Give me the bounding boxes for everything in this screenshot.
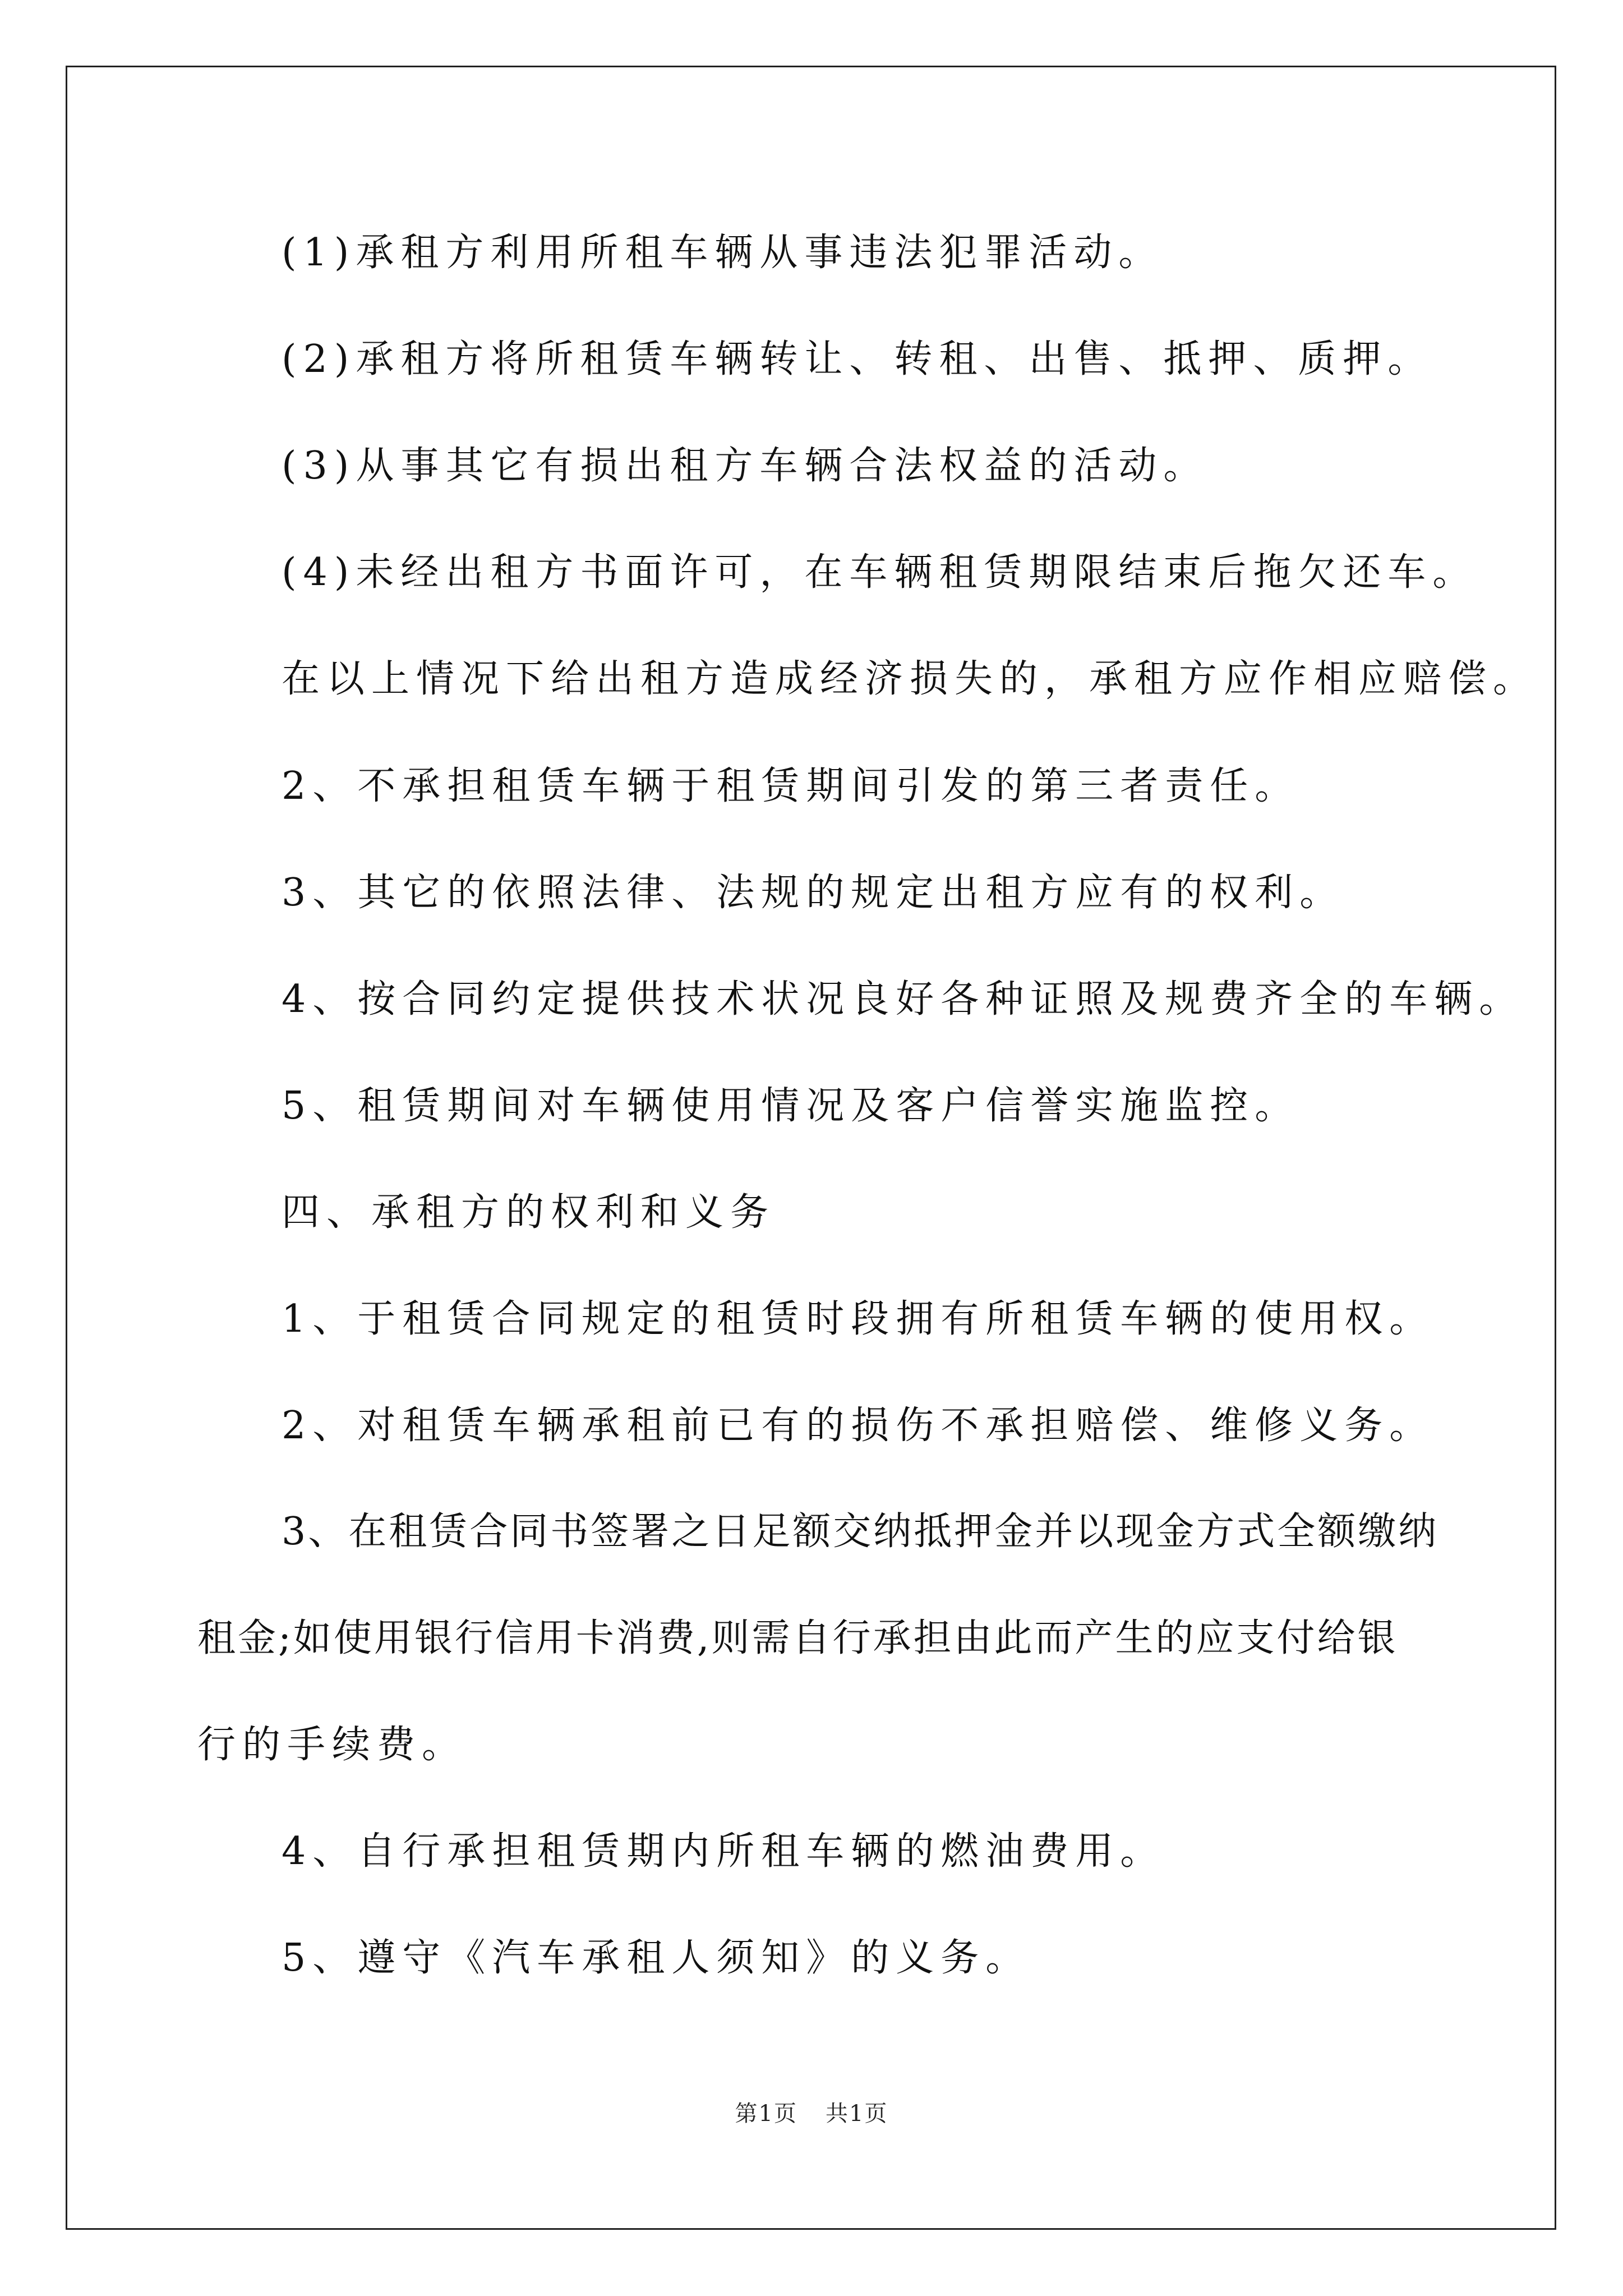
paragraph: 2、不承担租赁车辆于租赁期间引发的第三者责任。 [282,764,1300,808]
page-footer [0,2102,1623,2125]
paragraph: 1、于租赁合同规定的租赁时段拥有所租赁车辆的使用权。 [282,1297,1435,1341]
paragraph: 3、在租赁合同书签署之日足额交纳抵押金并以现金方式全额缴纳 [282,1510,1439,1554]
paragraph: 4、自行承担租赁期内所租车辆的燃油费用。 [282,1829,1165,1874]
paragraph: 2、对租赁车辆承租前已有的损伤不承担赔偿、维修义务。 [282,1404,1435,1448]
paragraph: (1)承租方利用所租车辆从事违法犯罪活动。 [282,231,1164,275]
page-number: 第1页 [735,2101,797,2127]
paragraph: 3、其它的依照法律、法规的规定出租方应有的权利。 [282,871,1345,915]
paragraph: 4、按合同约定提供技术状况良好各种证照及规费齐全的车辆。 [282,977,1524,1022]
paragraph: (4)未经出租方书面许可，在车辆租赁期限结束后拖欠还车。 [282,550,1478,595]
paragraph: 行的手续费。 [197,1723,467,1767]
paragraph: 在以上情况下给出租方造成经济损失的，承租方应作相应赔偿。 [282,657,1538,701]
page-total: 共1页 [826,2101,888,2127]
paragraph: 5、租赁期间对车辆使用情况及客户信誉实施监控。 [282,1084,1300,1128]
paragraph: 5、遵守《汽车承租人须知》的义务。 [282,1936,1031,1980]
page-border [66,66,1556,2230]
paragraph: (3)从事其它有损出租方车辆合法权益的活动。 [282,444,1209,488]
paragraph: 租金;如使用银行信用卡消费,则需自行承担由此而产生的应支付给银 [197,1616,1398,1660]
paragraph: (2)承租方将所租赁车辆转让、转租、出售、抵押、质押。 [282,337,1433,381]
section-heading: 四、承租方的权利和义务 [282,1190,776,1235]
